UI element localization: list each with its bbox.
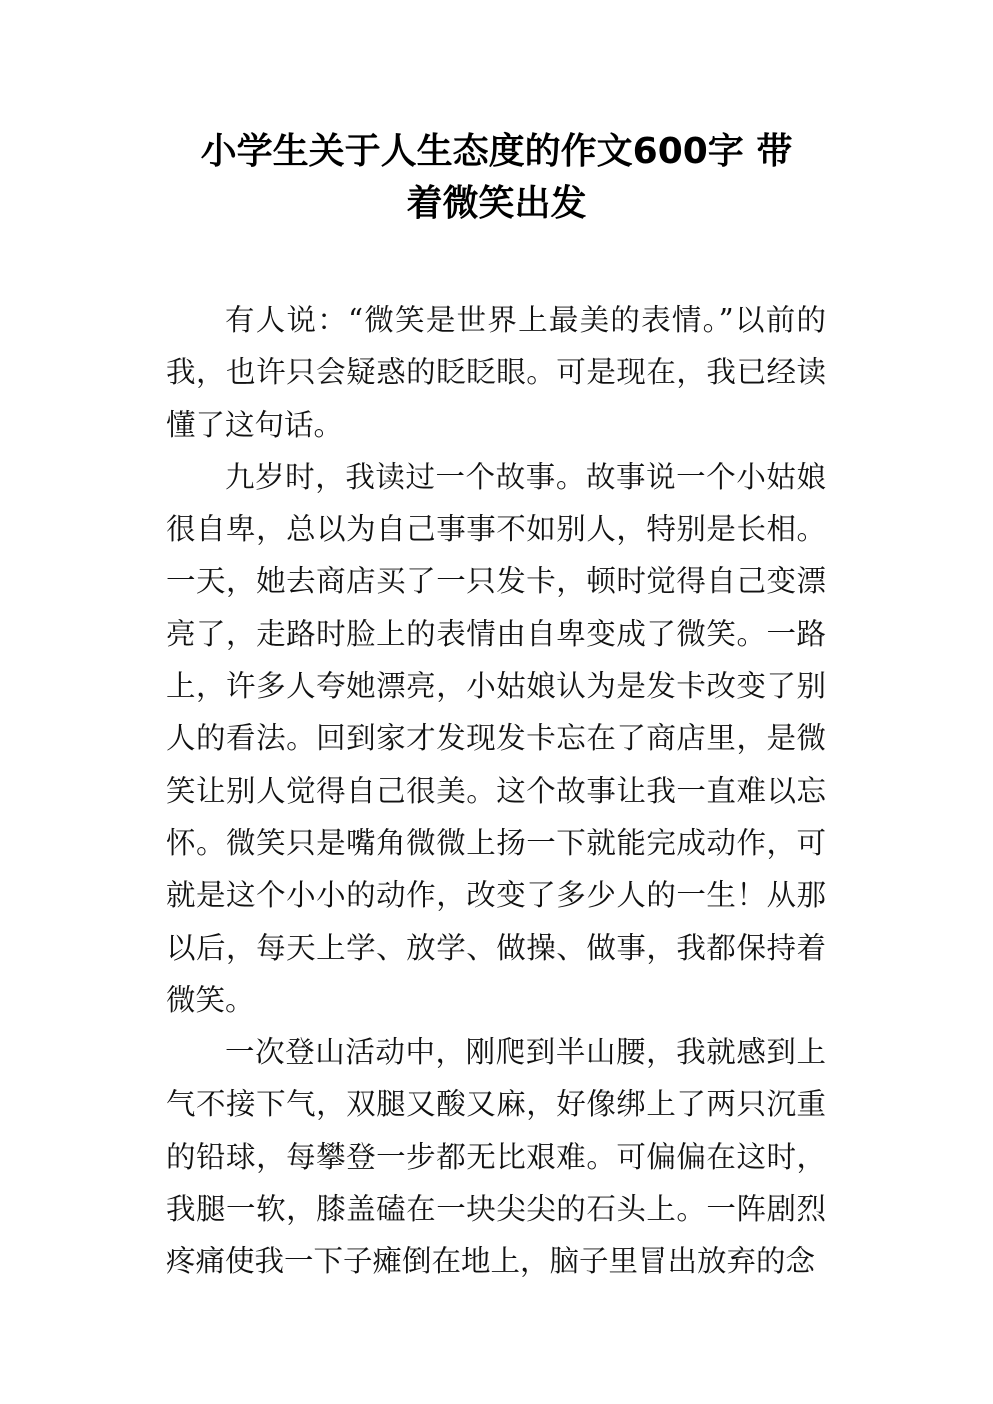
title-line-1: 小学生关于人生态度的作文600字 带 — [200, 131, 793, 172]
paragraph-2: 九岁时，我读过一个故事。故事说一个小姑娘很自卑，总以为自己事事不如别人，特别是长相。一天，她去商店买了一只发卡，顿时觉得自己变漂亮了，走路时脸上的表情由自卑变成了微笑。一路上，许多人夸她漂亮，小姑娘认为是发卡改变了别人的看法。回到家才发现发卡忘在了商店里，是微笑让别人觉得自己很美。这个故事让我一直难以忘怀。微笑只是嘴角微微上扬一下就能完成动作，可就是这个小小的动作，改变了多少人的一生！从那以后，每天上学、放学、做操、做事，我都保持着微笑。 — [166, 459, 826, 1017]
paragraph-3: 一次登山活动中，刚爬到半山腰，我就感到上气不接下气，双腿又酸又麻，好像绑上了两只沉重的铅球，每攀登一步都无比艰难。可偏偏在这时，我腿一软，膝盖磕在一块尖尖的石头上。一阵剧烈疼痛使我一下子瘫倒在地上，脑子里冒出放弃的念 — [166, 1035, 826, 1279]
document-body — [166, 294, 826, 1288]
paragraph-1: 有人说：“微笑是世界上最美的表情。”以前的我，也许只会疑惑的眨眨眼。可是现在，我已经读懂了这句话。 — [166, 303, 826, 442]
title-line-2: 着微笑出发 — [406, 183, 587, 224]
document-title — [140, 126, 853, 230]
